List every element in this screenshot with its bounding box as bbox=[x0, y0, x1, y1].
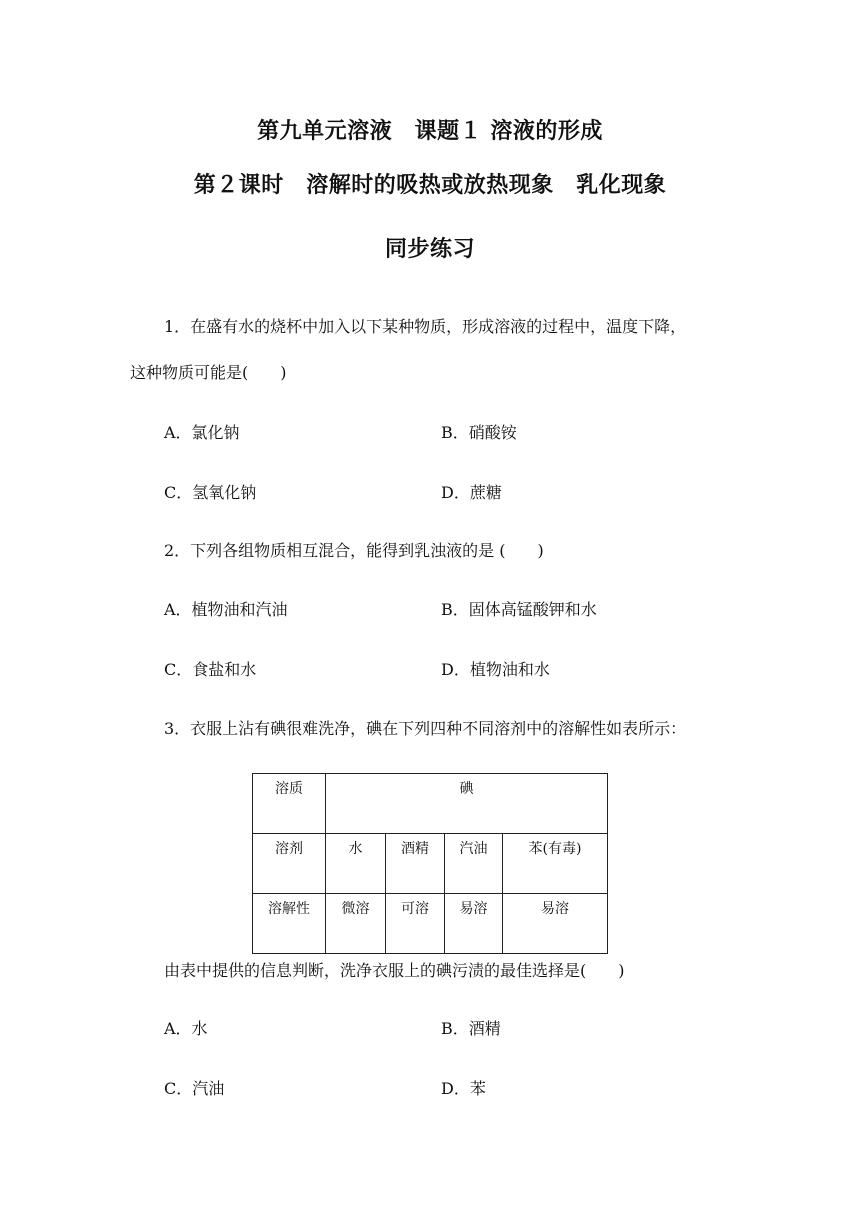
question-1-option-c: C．氢氧化钠 bbox=[164, 483, 257, 502]
table-cell: 微溶 bbox=[326, 894, 386, 954]
table-cell: 溶质 bbox=[253, 774, 326, 834]
question-3-stem-after: 由表中提供的信息判断，洗净衣服上的碘污渍的最佳选择是( ) bbox=[164, 961, 625, 980]
table-cell: 易溶 bbox=[445, 894, 503, 954]
table-cell: 溶剂 bbox=[253, 834, 326, 894]
question-3-option-b: B．酒精 bbox=[441, 1019, 501, 1038]
table-cell: 酒精 bbox=[386, 834, 445, 894]
table-cell: 易溶 bbox=[503, 894, 608, 954]
table-cell: 水 bbox=[326, 834, 386, 894]
question-1-option-b: B．硝酸铵 bbox=[441, 423, 517, 442]
question-3-option-c: C．汽油 bbox=[164, 1079, 225, 1098]
unit-title: 第九单元溶液 课题１ 溶液的形成 bbox=[257, 119, 603, 144]
solubility-table bbox=[252, 773, 608, 954]
question-2-option-b: B．固体高锰酸钾和水 bbox=[441, 600, 597, 619]
exercise-title: 同步练习 bbox=[384, 237, 475, 262]
lesson-title: 第２课时 溶解时的吸热或放热现象 乳化现象 bbox=[193, 173, 667, 198]
table-row bbox=[253, 894, 608, 954]
table-cell: 汽油 bbox=[445, 834, 503, 894]
question-2-stem: 2．下列各组物质相互混合，能得到乳浊液的是 ( ) bbox=[164, 541, 544, 560]
question-3-option-d: D．苯 bbox=[441, 1079, 486, 1098]
question-1-option-a: A．氯化钠 bbox=[164, 423, 240, 442]
table-cell: 溶解性 bbox=[253, 894, 326, 954]
question-1-stem-line1: 1．在盛有水的烧杯中加入以下某种物质，形成溶液的过程中，温度下降， bbox=[164, 317, 687, 336]
question-2-option-c: C．食盐和水 bbox=[164, 660, 257, 679]
table-cell: 苯(有毒) bbox=[503, 834, 608, 894]
table-cell: 碘 bbox=[326, 774, 608, 834]
table-row bbox=[253, 774, 608, 834]
question-1-stem-line2: 这种物质可能是( ) bbox=[130, 363, 287, 382]
table-cell: 可溶 bbox=[386, 894, 445, 954]
question-3-option-a: A．水 bbox=[164, 1019, 208, 1038]
question-2-option-a: A．植物油和汽油 bbox=[164, 600, 288, 619]
question-2-option-d: D．植物油和水 bbox=[441, 660, 550, 679]
question-3-stem: 3．衣服上沾有碘很难洗净，碘在下列四种不同溶剂中的溶解性如表所示： bbox=[164, 719, 687, 738]
question-1-option-d: D．蔗糖 bbox=[441, 483, 502, 502]
table-row bbox=[253, 834, 608, 894]
